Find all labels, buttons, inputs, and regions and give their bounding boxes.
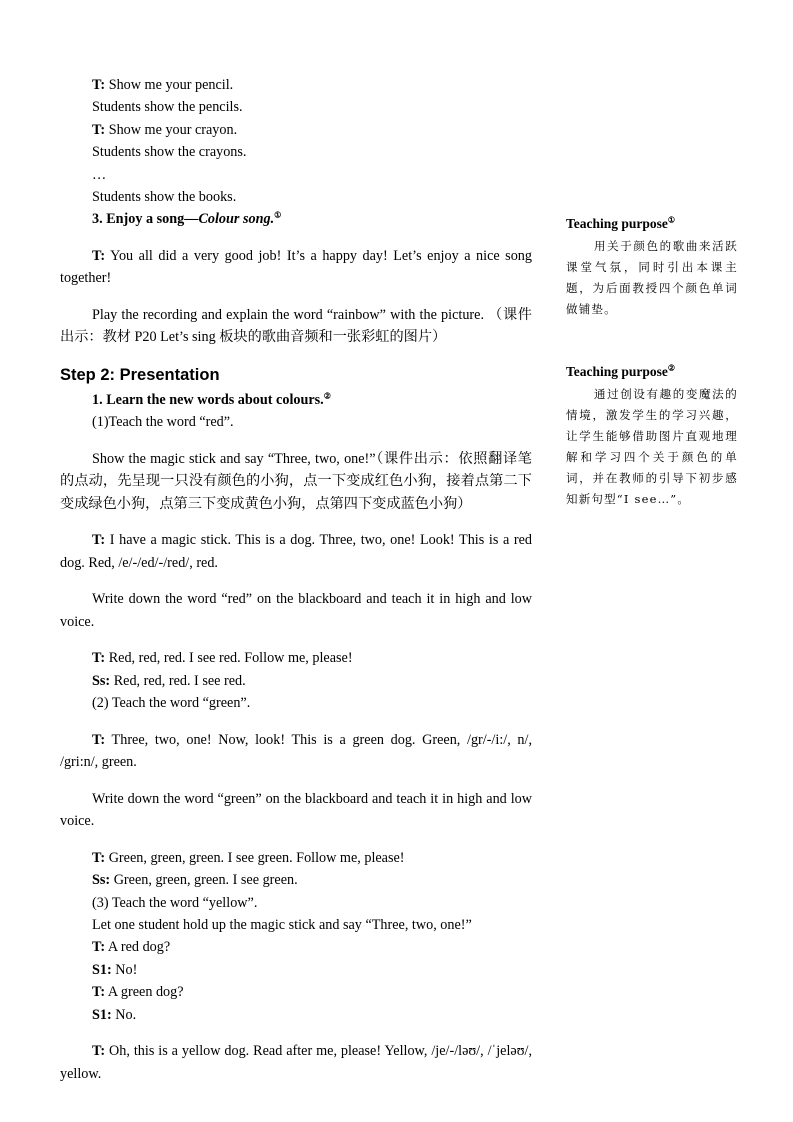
footnote-mark: ② [323,391,331,401]
speaker: T: [92,1043,106,1060]
note-title [566,214,738,234]
dialogue-line [60,936,532,958]
speaker: S1: [92,1006,112,1023]
note-body: 通过创设有趣的变魔法的情境，激发学生的学习兴趣，让学生能够借助图片直观地理解和学习四个关于颜色的单词，并在教师的引导下初步感知新句型“I see…”。 [566,386,738,506]
speaker: T: [92,984,106,1001]
footnote-mark: ① [274,210,282,220]
speaker: T: [92,532,106,549]
instruction-line: Let one student hold up the magic stick and say “Three, two, one!” [92,917,472,934]
line-text: Green, green, green. I see green. Follow me, please! [105,849,405,866]
dialogue-line [60,670,532,692]
step-heading: Step 2: Presentation [60,366,220,385]
instruction-line: Students show the crayons. [92,144,247,161]
speaker: T: [92,939,106,956]
main-column [60,74,532,1099]
line-text: Oh, this is a yellow dog. Read after me, please! Yellow, /je/-/ləʊ/, /ˈjeləʊ/, yellow. [60,1043,532,1082]
dialogue-line [60,1004,532,1026]
instruction-line: Students show the pencils. [92,99,243,116]
footnote-mark: ① [667,215,676,225]
line-text: No! [111,961,138,978]
line-text: I have a magic stick. This is a dog. Three, two, one! Look! This is a red dog. Red, /e/-/ed/-/red/, red. [60,532,532,571]
instruction-line: Students show the books. [92,189,237,206]
line-text: Green, green, green. I see green. [110,872,298,889]
dialogue-line [60,869,532,891]
dialogue-line [60,959,532,981]
note-title-text: Teaching purpose [566,216,668,231]
line-text: Red, red, red. I see red. Follow me, please! [105,650,353,667]
song-title: Colour song. [198,211,275,228]
dialogue-line [60,847,532,869]
instruction-paragraph: Show the magic stick and say “Three, two, one!”（课件出示：依照翻译笔的点动，先呈现一只没有颜色的小狗，点一下变成红色小狗，接着点第二下变成绿色小狗，点第三下变成黄色小狗，点第四下变成蓝色小狗） [60,451,532,512]
sub-heading: (2) Teach the word “green”. [92,695,251,712]
line-text: A red dog? [105,939,171,956]
dialogue-line [60,647,532,669]
speaker: T: [92,650,106,667]
heading-text: 1. Learn the new words about colours. [92,392,324,409]
section-heading [60,389,532,411]
instruction-paragraph: Write down the word “green” on the blackboard and teach it in high and low voice. [60,790,532,830]
speaker: Ss: [92,872,111,889]
line-text: A green dog? [105,984,184,1001]
speaker: T: [92,248,106,265]
note-title-text: Teaching purpose [566,364,668,379]
dialogue-line [60,119,532,141]
teaching-purpose-note-2 [566,362,738,510]
note-title [566,362,738,382]
sub-heading: (3) Teach the word “yellow”. [92,894,258,911]
line-text: No. [111,1006,137,1023]
instruction-paragraph: Write down the word “red” on the blackboard and teach it in high and low voice. [60,591,532,630]
speaker: T: [92,77,106,93]
line-text: Show me your crayon. [105,121,238,138]
line-text: Red, red, red. I see red. [110,672,246,689]
footnote-mark: ② [667,363,676,373]
teaching-purpose-note-1 [566,214,738,320]
dialogue-paragraph [60,529,532,574]
section-heading [60,208,532,230]
note-body: 用关于颜色的歌曲来活跃课堂气氛，同时引出本课主题，为后面教授四个颜色单词做铺垫。 [566,238,738,316]
speaker: T: [92,731,106,748]
dialogue-paragraph [60,729,532,774]
speaker: T: [92,121,106,138]
line-text: You all did a very good job! It’s a happy day! Let’s enjoy a nice song together! [60,248,532,287]
dialogue-paragraph [60,1040,532,1085]
dialogue-line [60,74,532,96]
ellipsis: … [92,166,107,183]
line-text: Show me your pencil. [105,77,234,93]
sub-heading: (1)Teach the word “red”. [92,414,234,431]
instruction-paragraph: Play the recording and explain the word “rainbow” with the picture. （课件出示：教材 P20 Let’s sing 板块的歌曲音频和一张彩虹的图片） [60,307,532,346]
line-text: Three, two, one! Now, look! This is a green dog. Green, /gr/-/i:/, n/, /gri:n/, green. [60,731,532,771]
dialogue-paragraph [60,245,532,290]
speaker: Ss: [92,672,111,689]
heading-text: 3. Enjoy a song— [92,211,199,228]
dialogue-line [60,981,532,1003]
speaker: T: [92,849,106,866]
speaker: S1: [92,961,112,978]
